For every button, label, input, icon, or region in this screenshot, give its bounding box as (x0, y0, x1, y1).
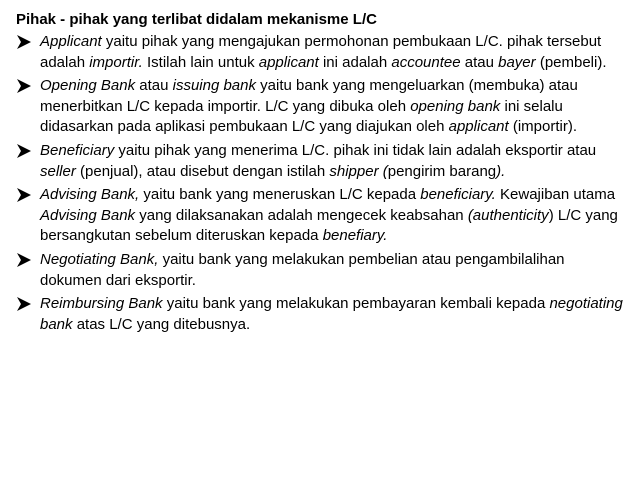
text-run: negotiating bank (40, 295, 623, 333)
text-run: Advising Bank (40, 206, 136, 224)
text-run: Beneficiary (40, 141, 115, 159)
text-run: Applicant (40, 33, 102, 50)
text-run: applicant (448, 118, 509, 136)
bullet-item (16, 32, 626, 73)
arrow-bullet-icon (16, 296, 32, 312)
bullet-text (40, 186, 618, 244)
text-run: atau (460, 53, 499, 71)
text-run: yang dilaksanakan adalah mengecek keabsahan (135, 206, 468, 224)
text-run: importir. (89, 53, 143, 71)
text-run: (penjual), atau disebut dengan istilah (75, 162, 330, 180)
text-run: Istilah lain untuk (142, 53, 259, 71)
text-run: beneficiary. (420, 186, 496, 204)
slide-heading: Pihak - pihak yang terlibat didalam mekanisme L/C (16, 11, 377, 28)
text-run: yaitu pihak yang mengajukan permohonan pembukaan L/C. pihak tersebut adalah (40, 33, 602, 71)
text-run: opening bank (410, 97, 501, 115)
arrow-bullet-icon (16, 252, 32, 268)
text-run: (authenticity (467, 206, 549, 224)
arrow-bullet-icon (16, 34, 32, 50)
text-run: seller (40, 162, 76, 180)
bullet-item (16, 76, 626, 138)
bullet-list (16, 32, 626, 335)
text-run: yaitu bank yang melakukan pembayaran kembali kepada (162, 295, 550, 313)
text-run: ) L/C yang bersangkutan sebelum diteruskan kepada (40, 206, 618, 245)
bullet-text (40, 251, 565, 289)
bullet-item (16, 141, 626, 182)
bullet-item (16, 250, 626, 291)
arrow-bullet-icon (16, 78, 32, 94)
bullet-item (16, 185, 626, 247)
text-run: applicant (258, 53, 319, 71)
text-run: accountee (391, 53, 461, 71)
text-run: yaitu bank yang meneruskan L/C kepada (139, 186, 421, 204)
text-run: bayer (498, 53, 536, 71)
bullet-text (40, 77, 578, 135)
text-run: ini selalu didasarkan pada aplikasi pembukaan L/C yang diajukan oleh (40, 97, 563, 136)
text-run: benefiary. (322, 227, 388, 245)
text-run: ). (496, 162, 506, 180)
text-run: pengirim barang (387, 162, 497, 180)
text-run: Kewajiban utama (495, 186, 616, 204)
text-run: (importir). (508, 118, 577, 136)
text-run: Advising Bank, (40, 186, 140, 204)
text-run: Reimbursing Bank (40, 295, 163, 313)
slide-content (16, 10, 626, 338)
bullet-text (40, 33, 607, 71)
text-run: yaitu bank yang mengeluarkan (membuka) atau menerbitkan L/C kepada importir. L/C yang dibuka oleh (40, 77, 578, 115)
text-run: yaitu bank yang melakukan pembelian atau pengambilalihan dokumen dari eksportir. (40, 250, 565, 289)
text-run: Negotiating Bank, (40, 250, 159, 268)
text-run: shipper ( (329, 162, 388, 180)
arrow-bullet-icon (16, 187, 32, 203)
text-run: ini adalah (318, 53, 392, 71)
bullet-text (40, 295, 623, 333)
text-run: atau (135, 77, 173, 95)
text-run: (pembeli). (535, 53, 607, 71)
text-run: Opening Bank (40, 77, 136, 95)
text-run: issuing bank (172, 77, 256, 95)
bullet-item (16, 294, 626, 335)
bullet-text (40, 142, 596, 180)
text-run: yaitu pihak yang menerima L/C. pihak ini tidak lain adalah eksportir atau (114, 141, 597, 159)
text-run: atas L/C yang ditebusnya. (72, 315, 251, 333)
arrow-bullet-icon (16, 143, 32, 159)
